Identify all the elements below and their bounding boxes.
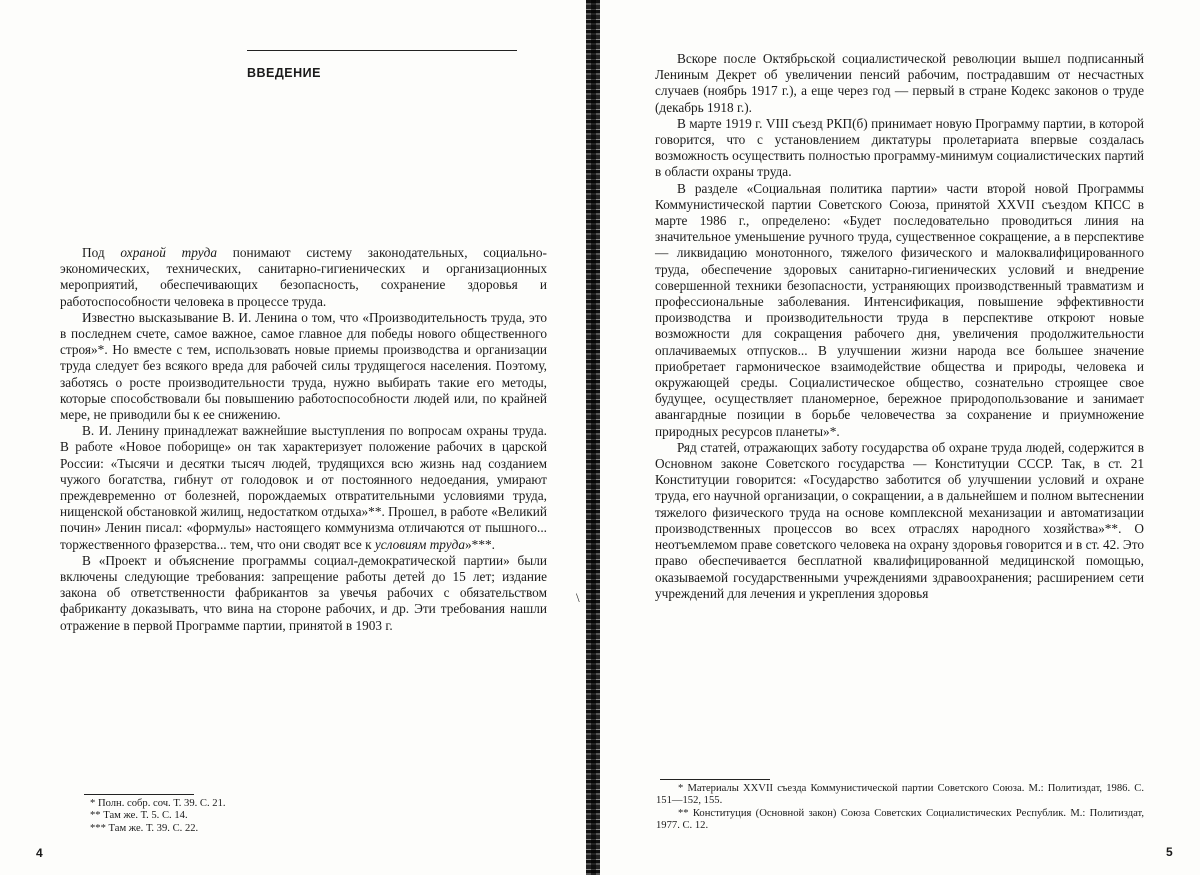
page-number-right: 5: [1166, 845, 1173, 859]
paragraph: В разделе «Социальная политика партии» части второй новой Программы Коммунистической партии Советского Союза, принятой XXVII съездом КПСС в марте 1986 г., определено: «Будет последовательно проводиться линия на значительное уменьшение ручного труда, существенное сокращение, а в перспективе — ликвидацию монотонного, тяжелого физического и малоквалифицированного труда, обеспечение здоровых санитарно-гигиенических условий и внедрение совершенной техники безопасности, устраняющих производственный травматизм и профессиональные заболевания. Интенсификация, повышение эффективности производства и производительности труда в перспективе откроют новые возможности для сокращения рабочего дня, увеличения продолжительности оплачиваемых отпусков... В улучшении жизни народа все большее значение приобретает гармоническое взаимодействие общества и природы, человека и окружающей среды. Социалистическое общество, сознательно строящее свое будущее, осуществляет планомерное, бережное природопользование и занимает авангардные позиции в борьбе человечества за сохранение и приумножение природных ресурсов планеты»*.: [655, 181, 1144, 440]
heading-rule: [247, 50, 517, 51]
paragraph: В марте 1919 г. VIII съезд РКП(б) принимает новую Программу партии, в которой говорится, что с установлением диктатуры пролетариата впервые создалась возможность осуществить полностью программу-минимум социалистических партий в области охраны труда.: [655, 116, 1144, 181]
footnote: * Полн. собр. соч. Т. 39. С. 21.: [84, 798, 384, 810]
paragraph: Ряд статей, отражающих заботу государства об охране труда людей, содержится в Основном законе Советского государства — Конституции СССР. Так, в ст. 21 Конституции говорится: «Государство заботится об улучшении условий и охране труда, его научной организации, о сокращении, а в дальнейшем и полном вытеснении тяжелого физического труда на основе комплексной механизации и автоматизации производственных процессов во всех отраслях народного хозяйства»**. О неотъемлемом праве советского человека на охрану здоровья говорится и в ст. 42. Это право обеспечивается бесплатной квалифицированной медицинской помощью, оказываемой государственными учреждениями здравоохранения; расширением сети учреждений для лечения и укрепления здоровья: [655, 440, 1144, 602]
footnote: ** Конституция (Основной закон) Союза Советских Социалистических Республик. М.: Политиздат, 1977. С. 12.: [656, 808, 1144, 833]
chapter-heading: ВВЕДЕНИЕ: [247, 66, 321, 80]
paragraph: В. И. Ленину принадлежат важнейшие выступления по вопросам охраны труда. В работе «Новое поборище» он так характеризует положение рабочих в царской России: «Тысячи и десятки тысяч людей, трудящихся всю жизнь над созданием чужого богатства, гибнут от голодовок и от постоянного недоедания, умирают преждевременно от болезней, порождаемых отвратительными условиями труда, нищенской обстановкой жилищ, недостатком отдыха»**. Прошел, в работе «Великий почин» Ленин писал: «формулы» настоящего коммунизма отличаются от пышного... торжественного фразерства... тем, что они сводят все к условиям труда»***.: [60, 423, 547, 553]
right-footnotes: [656, 783, 1144, 833]
page-number-left: 4: [36, 846, 43, 860]
paragraph: В «Проект и объяснение программы социал-демократической партии» были включены следующие требования: запрещение работы детей до 15 лет; издание закона об ответственности фабрикантов за увечья рабочих с обязательством фабриканту доказывать, что вина на стороне рабочих, и др. Эти требования нашли отражение в первой Программе партии, принятой в 1903 г.: [60, 553, 547, 634]
paragraph: Вскоре после Октябрьской социалистической революции вышел подписанный Лениным Декрет об увеличении пенсий рабочим, пострадавшим от несчастных случаев (ноябрь 1917 г.), а еще через год — первый в стране Кодекс законов о труде (декабрь 1918 г.).: [655, 51, 1144, 116]
footnote: * Материалы XXVII съезда Коммунистической партии Советского Союза. М.: Политиздат, 1986. С. 151—152, 155.: [656, 783, 1144, 808]
emphasis: охраной труда: [120, 245, 217, 260]
footnote: ** Там же. Т. 5. С. 14.: [84, 810, 384, 822]
emphasis: условиям труда: [375, 537, 465, 552]
footnote-rule: [660, 779, 770, 780]
left-page: [0, 0, 588, 875]
left-text-column: [60, 245, 547, 634]
margin-mark: \: [576, 590, 580, 606]
footnote: *** Там же. Т. 39. С. 22.: [84, 823, 384, 835]
right-text-column: [655, 51, 1144, 602]
footnote-rule: [84, 794, 194, 795]
right-page: [600, 0, 1200, 875]
paragraph: Известно высказывание В. И. Ленина о том, что «Производительность труда, это в последнем счете, самое важное, самое главное для победы нового общественного строя»*. Но вместе с тем, использовать новые приемы производства и организации труда следует без всякого вреда для рабочей силы трудящегося населения. Поэтому, заботясь о росте производительности труда, нужно выбирать такие его методы, которые способствовали бы повышению работоспособности людей или, по крайней мере, не приводили бы к ее снижению.: [60, 310, 547, 423]
paragraph: Под охраной труда понимают систему законодательных, социально-экономических, технических, санитарно-гигиенических и организационных мероприятий, обеспечивающих безопасность, сохранение здоровья и работоспособности человека в процессе труда.: [60, 245, 547, 310]
left-footnotes: [84, 798, 384, 835]
